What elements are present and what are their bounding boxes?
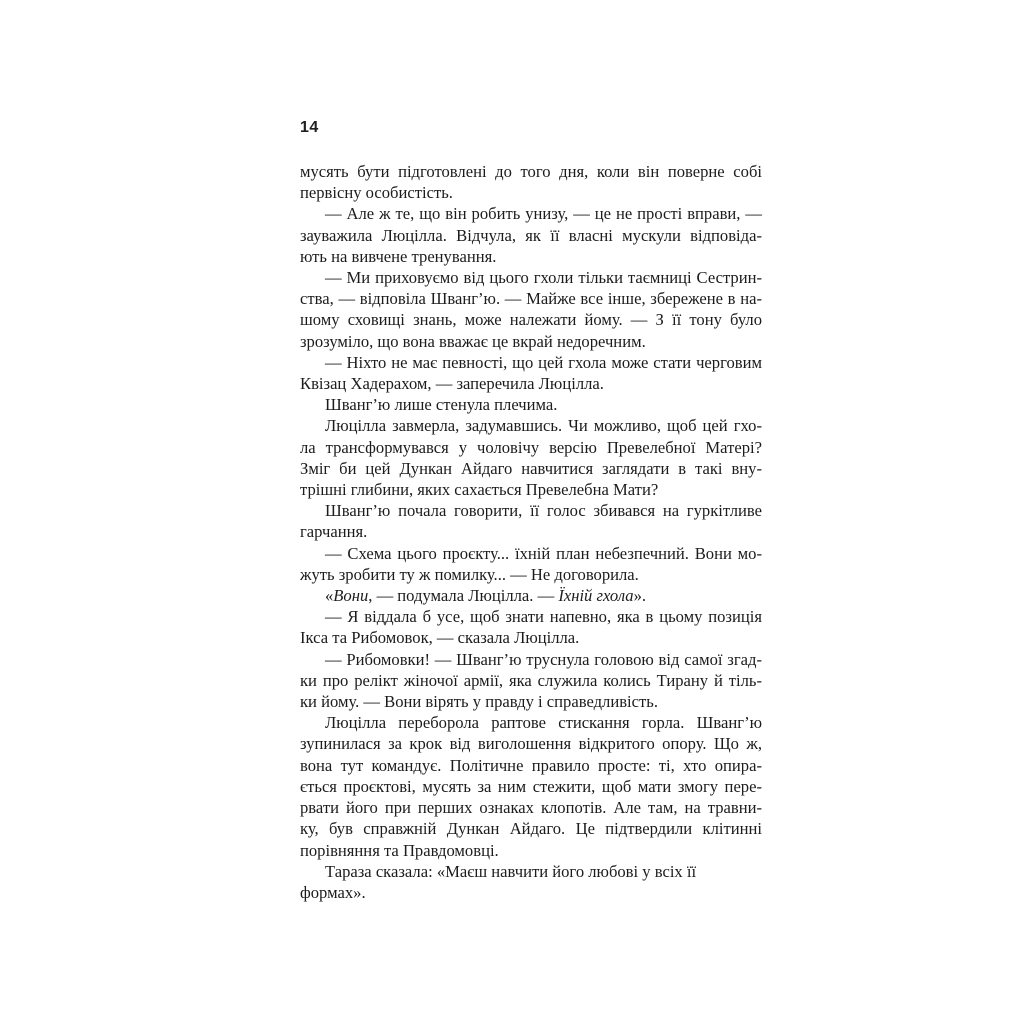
text-line: порівняння та Правдомовці. <box>300 840 499 860</box>
text-line: шому сховищі знань, може належати йому. — З її тону було <box>300 310 762 330</box>
text-line: трішні глибини, яких сахається Превелебна Мати? <box>300 480 659 500</box>
text-line: ку, був справжній Дункан Айдаго. Це підтвердили клітинні <box>300 819 762 839</box>
text-line: Квізац Хадерахом, — заперечила Люцілла. <box>300 374 604 394</box>
text-line: Ікса та Рибомовок, — сказала Люцілла. <box>300 628 580 648</box>
page-number: 14 <box>300 119 319 136</box>
text-line: Зміг би цей Дункан Айдаго навчитися заглядати в такі вну- <box>300 458 762 478</box>
text-line: — Ми приховуємо від цього гхоли тільки таємниці Сестрин- <box>325 268 762 288</box>
text-line: ла трансформувався у чоловічу версію Превелебної Матері? <box>300 437 762 457</box>
text-line: — Але ж те, що він робить унизу, — це не прості вправи, — <box>325 204 762 224</box>
text-line: Тараза сказала: «Маєш навчити його любові у всіх її формах». <box>300 861 697 902</box>
text-line: мусять бути підготовлені до того дня, коли він поверне собі <box>300 162 762 181</box>
text-line: зауважила Люцілла. Відчула, як її власні мускули відповіда- <box>300 225 762 245</box>
text-line: — Схема цього проєкту... їхній план небезпечний. Вони мо- <box>325 543 762 563</box>
text-line: Люцілла завмерла, задумавшись. Чи можливо, щоб цей гхо- <box>325 416 762 436</box>
text-line: гарчання. <box>300 522 368 542</box>
text-line: ства, — відповіла Шванг’ю. — Майже все інше, збережене в на- <box>300 289 762 309</box>
text-line: ки про релікт жіночої армії, яка служила колись Тирану й тіль- <box>300 670 762 690</box>
text-line: жуть зробити ту ж помилку... — Не договорила. <box>300 564 639 584</box>
text-line: — Рибомовки! — Шванг’ю труснула головою від самої згад- <box>325 649 762 669</box>
text-line: ки йому. — Вони вірять у правду і справедливість. <box>300 692 658 712</box>
text-line: зрозуміло, що вона вважає це вкрай недоречним. <box>300 331 646 351</box>
text-line: Шванг’ю лише стенула плечима. <box>325 395 558 415</box>
text-line: вона тут командує. Політичне правило просте: ті, хто опира- <box>300 755 762 775</box>
text-line: «Вони, — подумала Люцілла. — Їхній гхола». <box>325 586 647 606</box>
text-line: — Ніхто не має певності, що цей гхола може стати черговим <box>325 352 762 372</box>
text-line: ють на вивчене тренування. <box>300 246 497 266</box>
text-line: — Я віддала б усе, щоб знати напевно, яка в цьому позиція <box>325 607 762 627</box>
text-line: ється проєктові, мусять за ним стежити, щоб мати змогу пере- <box>300 776 762 796</box>
text-line: зупинилася за крок від виголошення відкритого опору. Що ж, <box>300 734 762 754</box>
text-line: Шванг’ю почала говорити, її голос збивався на гуркітливе <box>325 501 762 521</box>
text-line: Люцілла переборола раптове стискання горла. Шванг’ю <box>325 713 762 733</box>
text-line: рвати його при перших ознаках клопотів. Але там, на травни- <box>300 798 762 818</box>
text-block <box>300 161 762 903</box>
text-line: первісну особистість. <box>300 183 453 203</box>
